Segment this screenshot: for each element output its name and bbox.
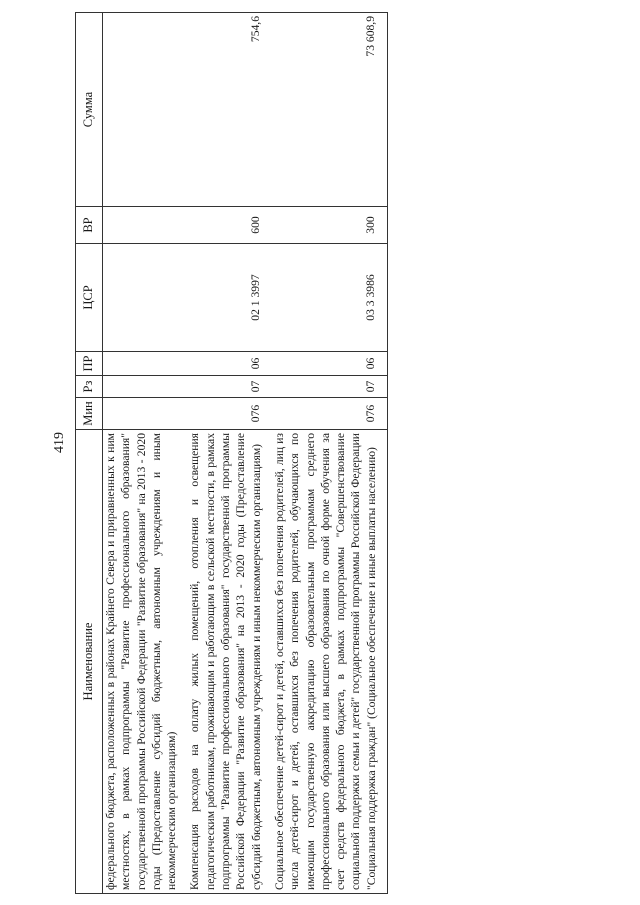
table-row-csr: 02 1 3997 [249,274,262,321]
vr-cell [103,207,388,244]
table-row-pr: 06 [364,357,377,370]
table-row-name: Компенсация расходов на оплату жилых помещений, отопления и освещения педагогическим работникам, проживающим и работающим в сельской местности, в рамках подпрограммы "Развитие профессионального образования" государственной программы Российской Федерации "Развитие образования" на 2013 - 2020 годы (Предоставление субсидий бюджетным, автономным учреждениям и иным некоммерческим организациям) [188,433,263,890]
header-vr: ВР [76,207,103,244]
table-row-rz [103,379,187,394]
sum-cell [103,13,388,207]
table-row-pr [103,355,187,372]
budget-table [75,12,388,894]
rz-cell [103,376,388,398]
pr-cell [103,352,388,376]
table-row-vr [103,210,187,240]
table-body-row [103,13,388,894]
table-row-name: федерального бюджета, расположенных в районах Крайнего Севера и приравненных к ним местностях, в рамках подпрограммы "Развитие профессионального образования" государственной программы Российской Федерации "Развитие образования" на 2013 - 2020 годы (Предоставление субсидий бюджетным, автономным учреждениям и иным некоммерческим организациям) [104,433,179,890]
table-row-vr: 600 [249,216,262,234]
table-header-row [76,13,103,894]
header-pr: ПР [76,352,103,376]
table-row-sum: 73 608,9 [364,16,377,57]
table-row-vr: 300 [364,216,377,234]
table-row-csr: 03 3 3986 [364,274,377,321]
csr-cell [103,244,388,352]
table-row-pr: 06 [249,357,262,370]
table-row-min [103,401,187,426]
table-row-csr [103,247,187,348]
header-name: Наименование [76,430,103,894]
page-number: 419 [52,432,67,453]
table-row-sum [103,16,187,203]
table-row-rz: 07 [249,380,262,393]
header-min: Мин [76,398,103,430]
header-sum: Сумма [76,13,103,207]
table-row-min: 076 [249,404,262,423]
name-cell [103,430,388,894]
table-row-name: Социальное обеспечение детей-сирот и детей, оставшихся без попечения родителей, лиц из числа детей-сирот и детей, оставшихся без попечения родителей, обучающихся по имеющим государственную аккредитацию образовательным программам среднего профессионального образования или высшего образования по очной форме обучения за счет средств федерального бюджета, в рамках подпрограммы "Совершенствование социальной поддержки семьи и детей" государственной программы Российской Федерации "Социальная поддержка граждан" (Социальное обеспечение и иные выплаты населению) [272,433,378,890]
header-csr: ЦСР [76,244,103,352]
table-row-min: 076 [364,404,377,423]
table-row-sum: 754,6 [249,16,262,43]
table-row-rz: 07 [364,380,377,393]
min-cell [103,398,388,430]
header-rz: Рз [76,376,103,398]
